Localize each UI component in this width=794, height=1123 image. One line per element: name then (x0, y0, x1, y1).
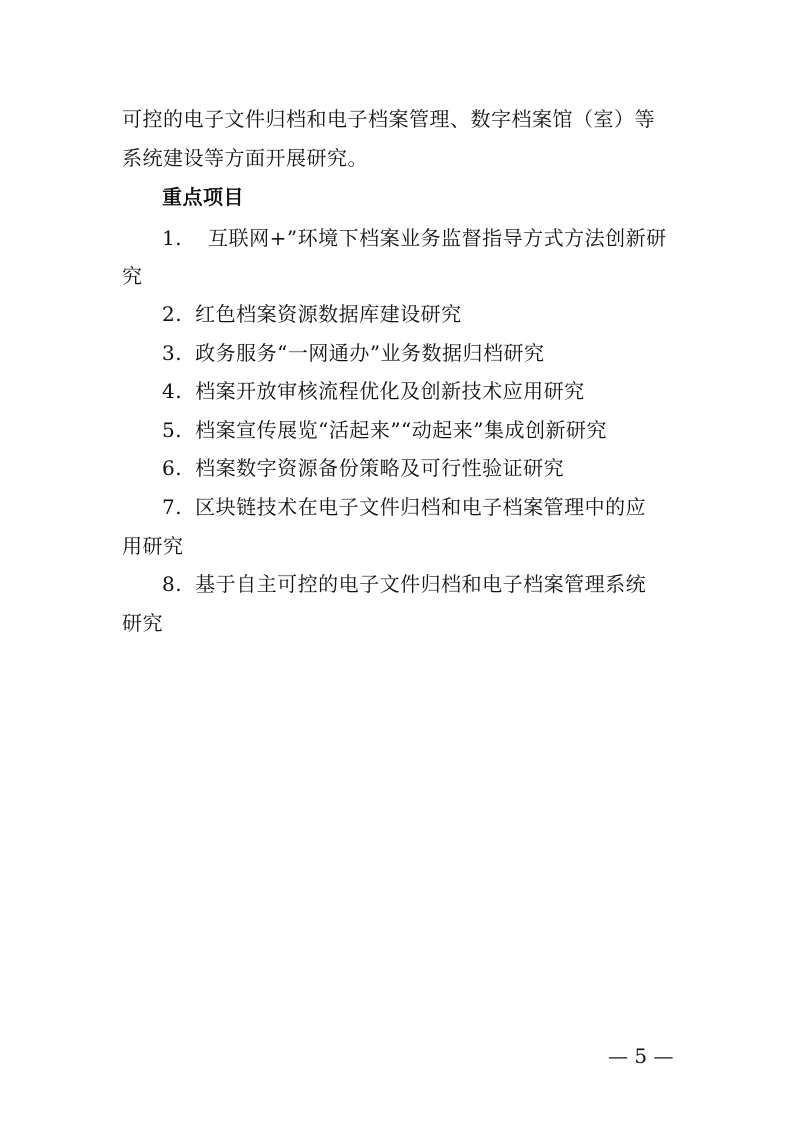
item-number: 4. (162, 379, 183, 403)
section-title: 重点项目 (162, 185, 244, 209)
list-item (162, 417, 607, 443)
intro-line-1: 可控的电子文件归档和电子档案管理、数字档案馆（室）等 (122, 107, 655, 131)
item-number: 7. (162, 495, 183, 519)
item-text: 红色档案资源数据库建设研究 (195, 302, 462, 326)
item-text: 档案数字资源备份策略及可行性验证研究 (195, 456, 565, 480)
list-item (162, 494, 646, 520)
list-item (162, 378, 585, 404)
item-continuation: 用研究 (122, 534, 184, 558)
page-number: — 5 — (608, 1044, 674, 1068)
intro-line-2: 系统建设等方面开展研究。 (122, 146, 368, 170)
item-number: 8. (162, 572, 183, 596)
item-text: 互联网+”环境下档案业务监督指导方式方法创新研 (208, 226, 667, 250)
item-text: 政务服务“一网通办”业务数据归档研究 (195, 341, 545, 365)
item-text: 档案宣传展览“活起来”“动起来”集成创新研究 (195, 418, 607, 442)
list-item (162, 301, 462, 327)
item-number: 3. (162, 341, 183, 365)
item-text: 基于自主可控的电子文件归档和电子档案管理系统 (195, 572, 647, 596)
list-item (162, 225, 667, 251)
list-item (162, 340, 545, 366)
list-item (162, 571, 646, 597)
item-continuation: 研究 (122, 611, 163, 635)
item-text: 区块链技术在电子文件归档和电子档案管理中的应 (195, 495, 647, 519)
item-number: 6. (162, 456, 183, 480)
list-item (162, 455, 564, 481)
item-number: 2. (162, 302, 183, 326)
item-text: 档案开放审核流程优化及创新技术应用研究 (195, 379, 585, 403)
item-number: 1. (162, 226, 183, 250)
item-number: 5. (162, 418, 183, 442)
item-continuation: 究 (122, 264, 143, 288)
